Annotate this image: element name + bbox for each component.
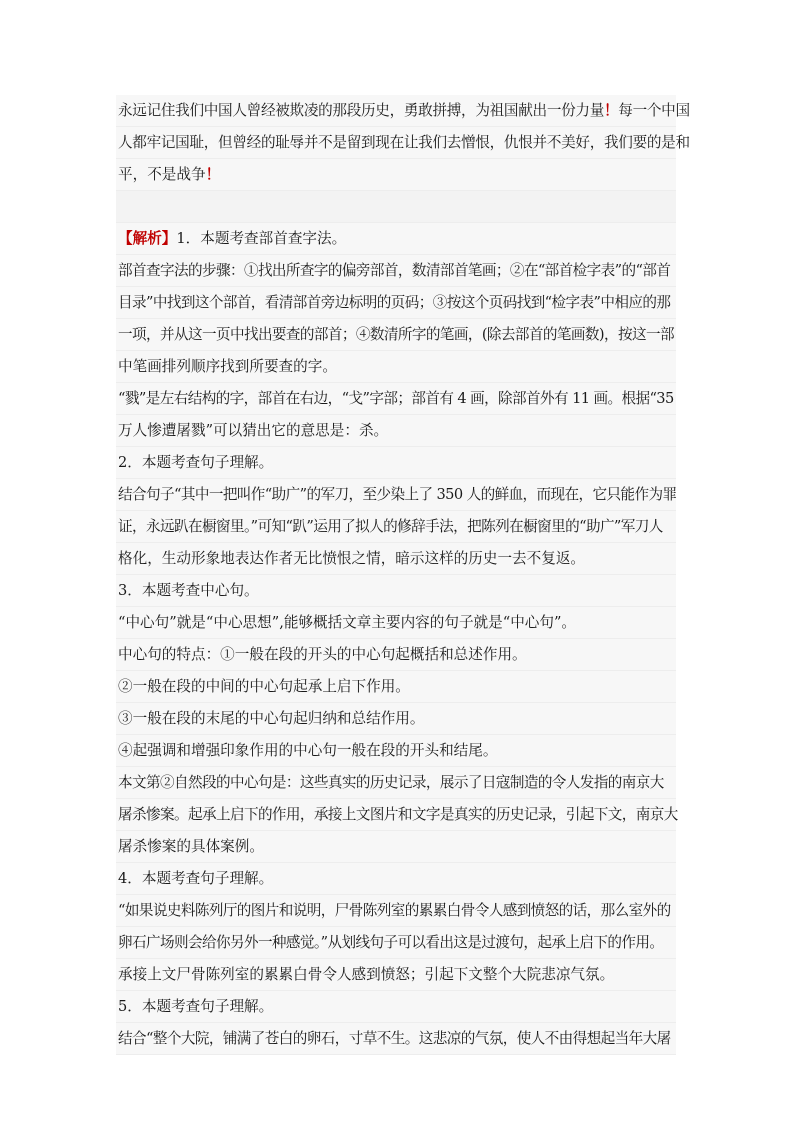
analysis-line: 结合句子“其中一把叫作“助广”的军刀，至少染上了 350 人的鲜血，而现在，它只能作为罪 xyxy=(116,479,676,511)
analysis-text: 1．本题考查部首查字法。 xyxy=(176,230,347,247)
analysis-line: “中心句”就是“中心思想”,能够概括文章主要内容的句子就是“中心句”。 xyxy=(116,607,676,639)
intro-text: 平，不是战争 xyxy=(118,166,206,183)
analysis-line-1 xyxy=(116,223,676,255)
analysis-line: 万人惨遭屠戮”可以猜出它的意思是：杀。 xyxy=(116,415,676,447)
analysis-line: 屠杀惨案的具体案例。 xyxy=(116,831,676,863)
analysis-line: “戮”是左右结构的字，部首在右边，“戈”字部；部首有 4 画，除部首外有 11 画。根据“35 xyxy=(116,383,676,415)
analysis-line: 承接上文尸骨陈列室的累累白骨令人感到愤怒；引起下文整个大院悲凉气氛。 xyxy=(116,959,676,991)
document-content xyxy=(116,95,690,1055)
analysis-line: 一项，并从这一页中找出要查的部首；④数清所字的笔画，(除去部首的笔画数)，按这一部 xyxy=(116,319,676,351)
analysis-line: 3．本题考查中心句。 xyxy=(116,575,676,607)
analysis-line: 结合“整个大院，铺满了苍白的卵石，寸草不生。这悲凉的气氛，使人不由得想起当年大屠 xyxy=(116,1023,676,1055)
exclamation-mark: ！ xyxy=(604,102,619,119)
intro-line-2 xyxy=(116,127,690,159)
analysis-line: ③一般在段的末尾的中心句起归纳和总结作用。 xyxy=(116,703,676,735)
analysis-line: 中心句的特点：①一般在段的开头的中心句起概括和总述作用。 xyxy=(116,639,676,671)
exclamation-mark: ！ xyxy=(205,166,221,183)
analysis-line: 证，永远趴在橱窗里。”可知“趴”运用了拟人的修辞手法，把陈列在橱窗里的“助广”军刀人 xyxy=(116,511,676,543)
intro-text: 永远记住我们中国人曾经被欺凌的那段历史，勇敢拼搏，为祖国献出一份力量 xyxy=(118,102,604,119)
analysis-line: 4．本题考查句子理解。 xyxy=(116,863,676,895)
analysis-line: 目录”中找到这个部首，看清部首旁边标明的页码；③按这个页码找到“检字表”中相应的那 xyxy=(116,287,676,319)
analysis-line: ②一般在段的中间的中心句起承上启下作用。 xyxy=(116,671,676,703)
analysis-line: 中笔画排列顺序找到所要查的字。 xyxy=(116,351,676,383)
intro-line-1 xyxy=(116,95,690,127)
intro-line-3 xyxy=(116,159,676,191)
intro-text: 人都牢记国耻，但曾经的耻辱并不是留到现在让我们去憎恨，仇恨并不美好，我们要的是和 xyxy=(118,134,690,151)
intro-text: 每一个中国 xyxy=(618,102,690,119)
analysis-line: 部首查字法的步骤：①找出所查字的偏旁部首，数清部首笔画；②在“部首检字表”的“部首 xyxy=(116,255,676,287)
analysis-line: 2．本题考查句子理解。 xyxy=(116,447,676,479)
analysis-line: ④起强调和增强印象作用的中心句一般在段的开头和结尾。 xyxy=(116,735,676,767)
analysis-line: 5．本题考查句子理解。 xyxy=(116,991,676,1023)
analysis-line: 格化，生动形象地表达作者无比愤恨之情，暗示这样的历史一去不复返。 xyxy=(116,543,676,575)
analysis-line: 卵石广场则会给你另外一种感觉。”从划线句子可以看出这是过渡句，起承上启下的作用。 xyxy=(116,927,676,959)
blank-line xyxy=(116,191,676,223)
analysis-line: 本文第②自然段的中心句是：这些真实的历史记录，展示了日寇制造的令人发指的南京大 xyxy=(116,767,676,799)
analysis-line: “如果说史料陈列厅的图片和说明，尸骨陈列室的累累白骨令人感到愤怒的话，那么室外的 xyxy=(116,895,676,927)
analysis-label: 【解析】 xyxy=(118,230,177,247)
analysis-line: 屠杀惨案。起承上启下的作用，承接上文图片和文字是真实的历史记录，引起下文，南京大 xyxy=(116,799,676,831)
